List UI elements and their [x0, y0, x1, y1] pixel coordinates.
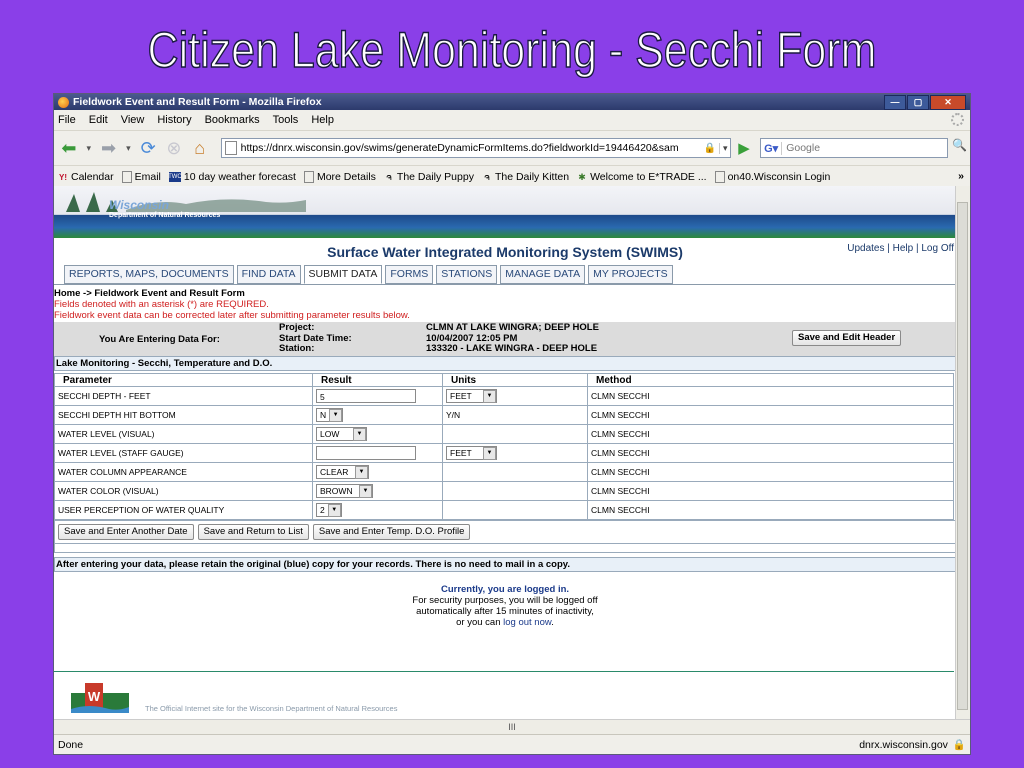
navigation-toolbar: [54, 131, 970, 166]
bookmark-label: 10 day weather forecast: [183, 171, 296, 183]
dnr-banner: [54, 186, 956, 238]
tab-my-projects[interactable]: MY PROJECTS: [588, 265, 672, 284]
bookmark-daily-kitten[interactable]: [482, 171, 569, 183]
bookmark-label: More Details: [316, 171, 376, 183]
save-edit-header-button[interactable]: Save and Edit Header: [792, 330, 901, 346]
svg-text:W: W: [87, 689, 101, 704]
units-cell: [443, 482, 588, 501]
vertical-scrollbar[interactable]: [955, 186, 970, 734]
throbber-icon: [951, 113, 964, 126]
bookmarks-overflow-icon[interactable]: »: [958, 170, 964, 182]
select-value: FEET: [450, 448, 472, 458]
appearance-select[interactable]: [316, 465, 369, 479]
search-box[interactable]: [760, 138, 948, 158]
project-label: Project:: [279, 322, 315, 333]
footer-divider: [54, 671, 954, 672]
page-icon: [122, 171, 132, 183]
page-icon: [304, 171, 314, 183]
slide-title: Citizen Lake Monitoring - Secchi Form: [147, 22, 877, 78]
menu-tools[interactable]: Tools: [272, 114, 299, 126]
col-parameter: Parameter: [55, 374, 313, 387]
yahoo-icon: Y!: [59, 172, 67, 182]
logged-in-line-3: [54, 617, 956, 628]
parameter-cell: USER PERCEPTION OF WATER QUALITY: [55, 501, 313, 520]
firefox-icon: [58, 97, 69, 108]
bookmark-label: The Daily Puppy: [396, 171, 474, 183]
spacer-row: [54, 544, 956, 553]
google-icon[interactable]: G▾: [761, 142, 782, 155]
project-value: CLMN AT LAKE WINGRA; DEEP HOLE: [426, 322, 599, 333]
staff-gauge-input[interactable]: [316, 446, 416, 460]
method-cell: CLMN SECCHI: [588, 463, 954, 482]
retain-note: After entering your data, please retain the original (blue) copy for your records. There is no need to mail in a copy.: [54, 557, 956, 572]
tab-submit-data[interactable]: SUBMIT DATA: [304, 265, 383, 284]
horizontal-scrollbar[interactable]: III: [54, 719, 970, 734]
chevron-down-icon: ▼: [483, 447, 496, 460]
go-icon[interactable]: ▶: [738, 140, 750, 157]
method-cell: CLMN SECCHI: [588, 406, 954, 425]
secchi-depth-input[interactable]: 5: [316, 389, 416, 403]
status-domain: dnrx.wisconsin.gov: [859, 738, 948, 751]
hit-bottom-select[interactable]: [316, 408, 343, 422]
lock-icon[interactable]: 🔒: [952, 739, 966, 751]
forward-dropdown-icon[interactable]: ▾: [126, 142, 131, 153]
weather-channel-icon: TWC: [168, 174, 182, 180]
parameter-cell: WATER COLUMN APPEARANCE: [55, 463, 313, 482]
lock-icon[interactable]: 🔒: [703, 142, 717, 154]
bookmark-daily-puppy[interactable]: [384, 171, 474, 183]
table-row: [55, 463, 954, 482]
table-row: [55, 387, 954, 406]
table-row: [55, 425, 954, 444]
back-dropdown-icon[interactable]: ▾: [86, 142, 91, 153]
menu-help[interactable]: Help: [311, 114, 334, 126]
start-value: 10/04/2007 12:05 PM: [426, 332, 518, 344]
parameter-cell: SECCHI DEPTH - FEET: [55, 387, 313, 406]
save-another-date-button[interactable]: Save and Enter Another Date: [58, 524, 194, 540]
method-cell: CLMN SECCHI: [588, 482, 954, 501]
tab-bar: [54, 264, 956, 284]
logout-now-link[interactable]: log out now: [503, 617, 552, 628]
breadcrumb-area: [54, 284, 956, 321]
fieldwork-header: [54, 322, 956, 356]
entering-label: You Are Entering Data For:: [99, 334, 220, 345]
tab-stations[interactable]: STATIONS: [436, 265, 497, 284]
updates-link[interactable]: Updates: [847, 243, 885, 254]
footer-text: The Official Internet site for the Wisconsin Department of Natural Resources: [145, 704, 398, 713]
window-title: Fieldwork Event and Result Form - Mozilla Firefox: [73, 96, 322, 108]
col-result: Result: [313, 374, 443, 387]
top-links: Updates | Help | Log Off: [847, 243, 954, 254]
units-select[interactable]: [446, 389, 497, 403]
url-text: https://dnrx.wisconsin.gov/swims/generateDynamicFormItems.do?fieldworkId=19446420&sam: [240, 142, 679, 154]
tab-manage-data[interactable]: MANAGE DATA: [500, 265, 585, 284]
method-cell: CLMN SECCHI: [588, 387, 954, 406]
bookmark-label: Calendar: [71, 171, 114, 183]
browser-window: [53, 93, 971, 755]
select-value: N: [320, 410, 327, 420]
banner-state: Wisconsin: [109, 198, 169, 212]
select-value: LOW: [320, 429, 340, 439]
url-dropdown-icon[interactable]: ▾: [719, 143, 730, 154]
col-units: Units: [443, 374, 588, 387]
menu-bar: [54, 110, 970, 131]
method-cell: CLMN SECCHI: [588, 425, 954, 444]
system-title: Surface Water Integrated Monitoring System (SWIMS): [327, 244, 683, 260]
col-method: Method: [588, 374, 954, 387]
bookmark-more-details[interactable]: [304, 171, 376, 183]
table-header-row: [55, 374, 954, 387]
parameter-cell: SECCHI DEPTH HIT BOTTOM: [55, 406, 313, 425]
chevron-down-icon: ▼: [483, 390, 496, 403]
system-title-bar: [54, 238, 956, 264]
bookmark-wisconsin-login[interactable]: [715, 171, 831, 183]
bookmark-label: Email: [134, 171, 161, 183]
chevron-down-icon: ▼: [353, 428, 366, 441]
status-text: Done: [58, 738, 84, 751]
table-row: [55, 406, 954, 425]
logged-in-line-2: automatically after 15 minutes of inactivity,: [416, 606, 594, 617]
minimize-button[interactable]: —: [884, 95, 906, 110]
back-icon[interactable]: ⬅: [61, 137, 77, 158]
save-return-list-button[interactable]: Save and Return to List: [198, 524, 309, 540]
bookmark-email[interactable]: [122, 171, 161, 183]
page-footer: [69, 683, 397, 713]
search-placeholder: Google: [786, 142, 821, 154]
search-icon[interactable]: 🔍: [952, 138, 968, 152]
close-button[interactable]: ✕: [930, 95, 966, 110]
select-value: CLEAR: [320, 467, 349, 477]
menu-edit[interactable]: Edit: [88, 114, 108, 126]
method-cell: CLMN SECCHI: [588, 444, 954, 463]
start-label: Start Date Time:: [279, 332, 352, 344]
tab-reports-maps-documents[interactable]: REPORTS, MAPS, DOCUMENTS: [64, 265, 234, 284]
units-cell: [443, 425, 588, 444]
bookmark-weather[interactable]: [169, 171, 296, 183]
rss-icon: ຈ: [484, 171, 490, 182]
tab-find-data[interactable]: FIND DATA: [237, 265, 301, 284]
select-value: BROWN: [320, 486, 353, 496]
method-cell: CLMN SECCHI: [588, 501, 954, 520]
maximize-button[interactable]: ▢: [907, 95, 929, 110]
station-label: Station:: [279, 343, 315, 354]
table-row: [55, 482, 954, 501]
window-titlebar: [54, 94, 970, 110]
menu-history[interactable]: History: [157, 114, 192, 126]
rss-icon: ຈ: [386, 171, 392, 182]
table-row: [55, 501, 954, 520]
units-cell: Y/N: [443, 406, 588, 425]
parameter-cell: WATER LEVEL (VISUAL): [55, 425, 313, 444]
quality-select[interactable]: [316, 503, 342, 517]
bookmark-label: on40.Wisconsin Login: [727, 171, 831, 183]
results-table: [54, 373, 954, 520]
url-bar[interactable]: [221, 138, 732, 158]
units-cell: [443, 463, 588, 482]
parameter-cell: WATER COLOR (VISUAL): [55, 482, 313, 501]
select-value: 2: [320, 505, 325, 515]
etrade-icon: ✱: [578, 171, 586, 182]
menu-view[interactable]: View: [120, 114, 145, 126]
dnr-logo-icon: [69, 683, 131, 713]
tab-forms[interactable]: FORMS: [385, 265, 433, 284]
menu-file[interactable]: File: [58, 114, 76, 126]
table-row: [55, 444, 954, 463]
section-title: Lake Monitoring - Secchi, Temperature and D.O.: [54, 356, 956, 371]
scrollbar-thumb[interactable]: [957, 202, 968, 710]
chevron-down-icon: ▼: [329, 409, 342, 422]
bookmark-etrade[interactable]: [577, 171, 707, 183]
parameter-cell: WATER LEVEL (STAFF GAUGE): [55, 444, 313, 463]
required-note: Fields denoted with an asterisk (*) are REQUIRED.: [54, 299, 269, 310]
correct-note: Fieldwork event data can be corrected later after submitting parameter results below.: [54, 310, 410, 321]
chevron-down-icon: ▼: [355, 466, 368, 479]
bookmark-calendar[interactable]: [58, 171, 114, 183]
help-link[interactable]: Help: [892, 243, 914, 254]
chevron-down-icon: ▼: [328, 504, 341, 517]
reload-icon[interactable]: ⟳: [140, 137, 156, 158]
select-value: FEET: [450, 391, 472, 401]
chevron-down-icon: ▼: [359, 485, 372, 498]
page-content: [54, 186, 956, 734]
bookmark-label: Welcome to E*TRADE ...: [590, 171, 707, 183]
stop-icon[interactable]: ⊗: [166, 137, 182, 158]
save-temp-do-profile-button[interactable]: Save and Enter Temp. D.O. Profile: [313, 524, 471, 540]
page-icon: [715, 171, 725, 183]
units-cell: [443, 501, 588, 520]
menu-bookmarks[interactable]: Bookmarks: [204, 114, 260, 126]
logged-in-post: .: [551, 617, 554, 628]
forward-icon[interactable]: ➡: [100, 137, 117, 158]
page-icon: [225, 141, 237, 155]
form-actions: [54, 520, 956, 544]
bookmark-label: The Daily Kitten: [494, 171, 570, 183]
home-icon[interactable]: ⌂: [194, 137, 206, 158]
station-value: 133320 - LAKE WINGRA - DEEP HOLE: [426, 343, 598, 354]
status-bar: [54, 734, 970, 754]
logged-in-line-1: For security purposes, you will be logged off: [412, 595, 598, 606]
units-select[interactable]: [446, 446, 497, 460]
logged-in-title: Currently, you are logged in.: [440, 584, 570, 595]
banner-dept: Department of Natural Resources: [109, 212, 221, 219]
session-notice: [54, 584, 956, 628]
breadcrumb: Home -> Fieldwork Event and Result Form: [54, 288, 245, 299]
trees-graphic: [66, 190, 306, 212]
logged-in-pre: or you can: [456, 617, 501, 628]
water-level-select[interactable]: [316, 427, 367, 441]
water-color-select[interactable]: [316, 484, 373, 498]
logoff-link[interactable]: Log Off: [921, 243, 954, 254]
